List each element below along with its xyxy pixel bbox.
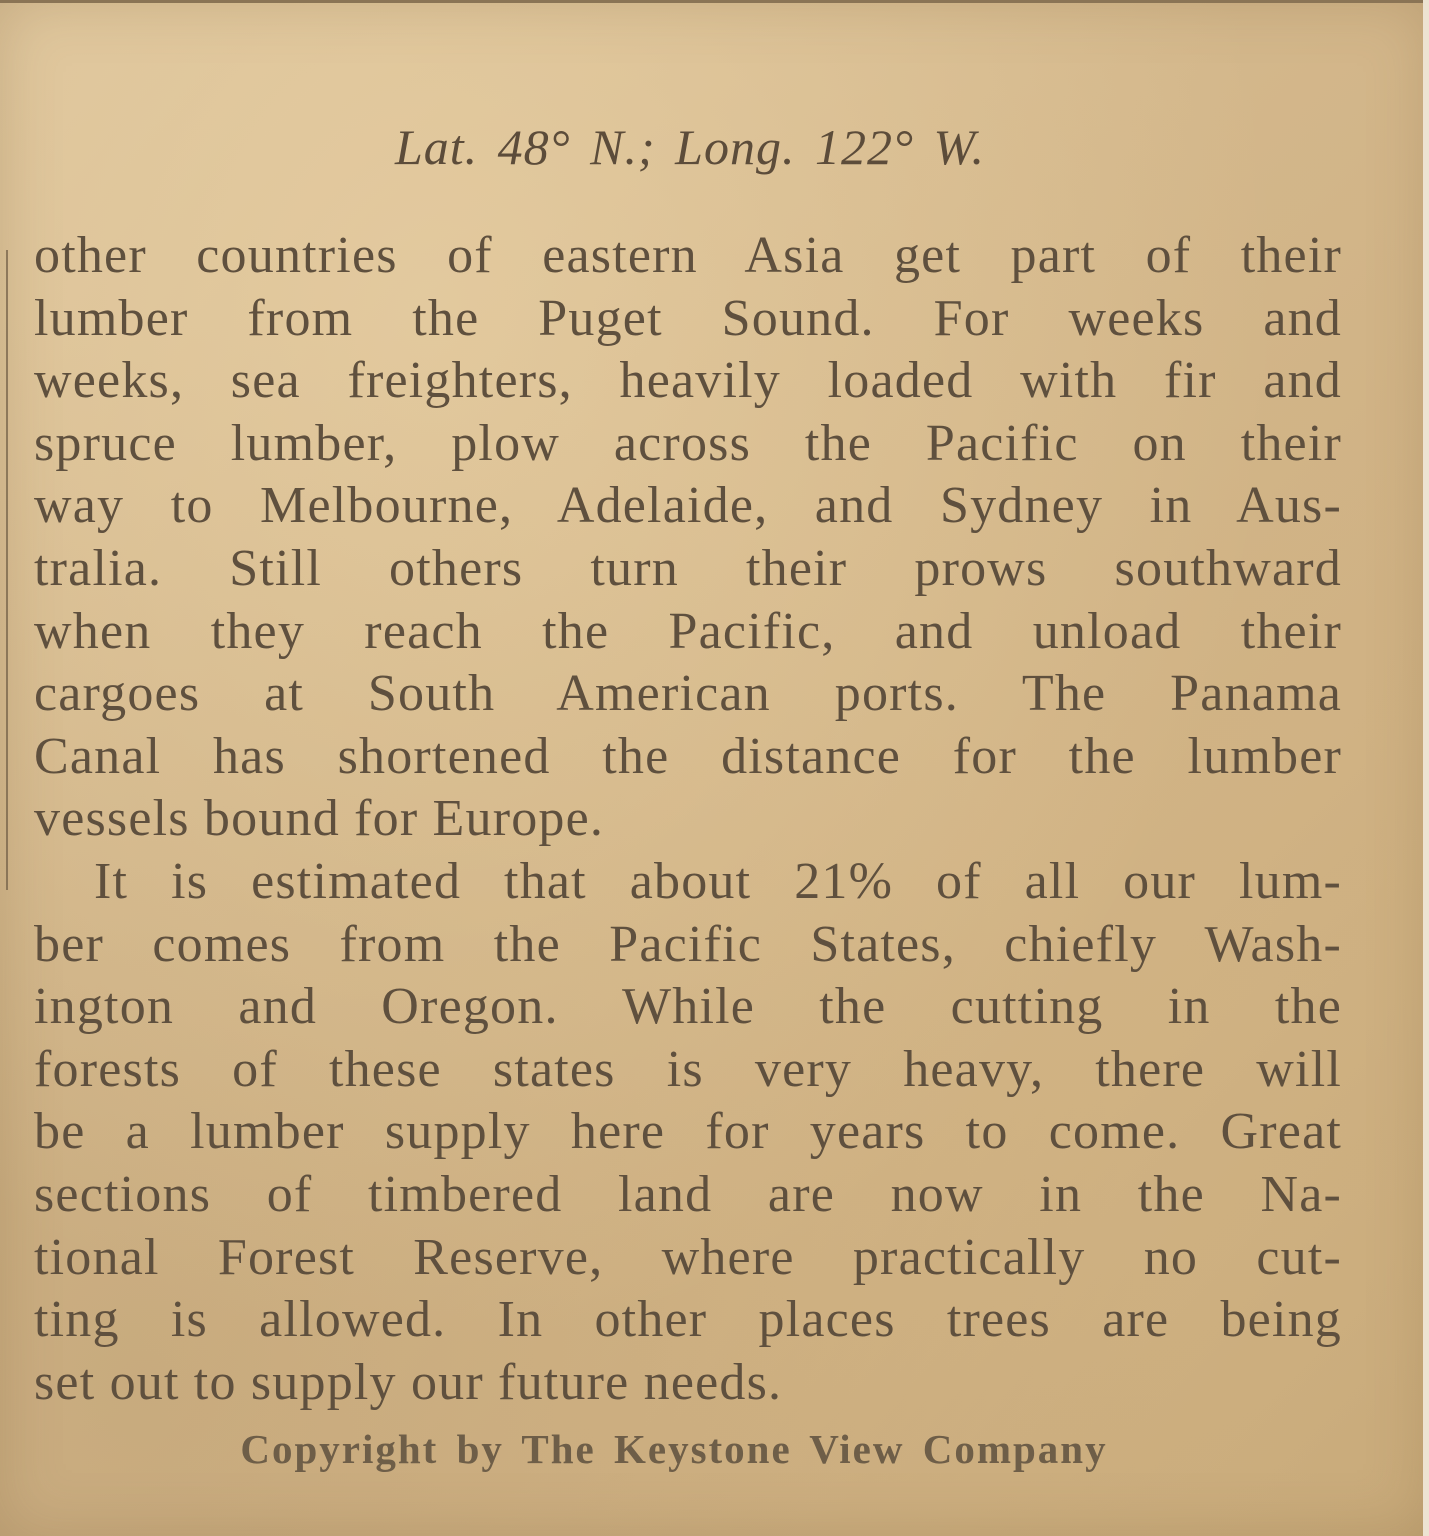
text-line: when they reach the Pacific, and unload their <box>34 602 1342 660</box>
paragraph-1 <box>34 225 1342 851</box>
text-line: forests of these states is very heavy, there will <box>34 1040 1342 1098</box>
text-line: spruce lumber, plow across the Pacific on their <box>34 414 1342 472</box>
coordinates-heading: Lat. 48° N.; Long. 122° W. <box>394 119 986 175</box>
text-line: tralia. Still others turn their prows southward <box>34 539 1342 597</box>
text-line: Canal has shortened the distance for the lumber <box>34 727 1342 785</box>
copyright-notice: Copyright by The Keystone View Company <box>240 1426 1108 1472</box>
text-line: ting is allowed. In other places trees are being <box>34 1291 1342 1349</box>
text-line: lumber from the Puget Sound. For weeks and <box>34 289 1342 347</box>
text-line: other countries of eastern Asia get part of their <box>34 227 1342 284</box>
text-line: vessels bound for Europe. <box>34 790 605 848</box>
text-line: weeks, sea freighters, heavily loaded with fir and <box>34 352 1342 410</box>
text-line: way to Melbourne, Adelaide, and Sydney in Aus- <box>34 477 1342 535</box>
right-edge <box>1423 0 1429 1536</box>
left-margin-rule <box>6 250 8 890</box>
text-line: cargoes at South American ports. The Panama <box>34 665 1342 723</box>
text-line: sections of timbered land are now in the Na- <box>34 1165 1342 1223</box>
text-line: set out to supply our future needs. <box>34 1353 783 1411</box>
text-line: ber comes from the Pacific States, chiefly Wash- <box>34 915 1342 973</box>
body-text <box>34 225 1342 1414</box>
text-line: It is estimated that about 21% of all our lum- <box>94 852 1342 910</box>
text-line: be a lumber supply here for years to come. Great <box>34 1103 1342 1161</box>
top-edge <box>0 0 1429 3</box>
text-line: ington and Oregon. While the cutting in the <box>34 978 1342 1036</box>
paragraph-2 <box>34 851 1342 1414</box>
text-line: tional Forest Reserve, where practically no cut- <box>34 1228 1342 1286</box>
